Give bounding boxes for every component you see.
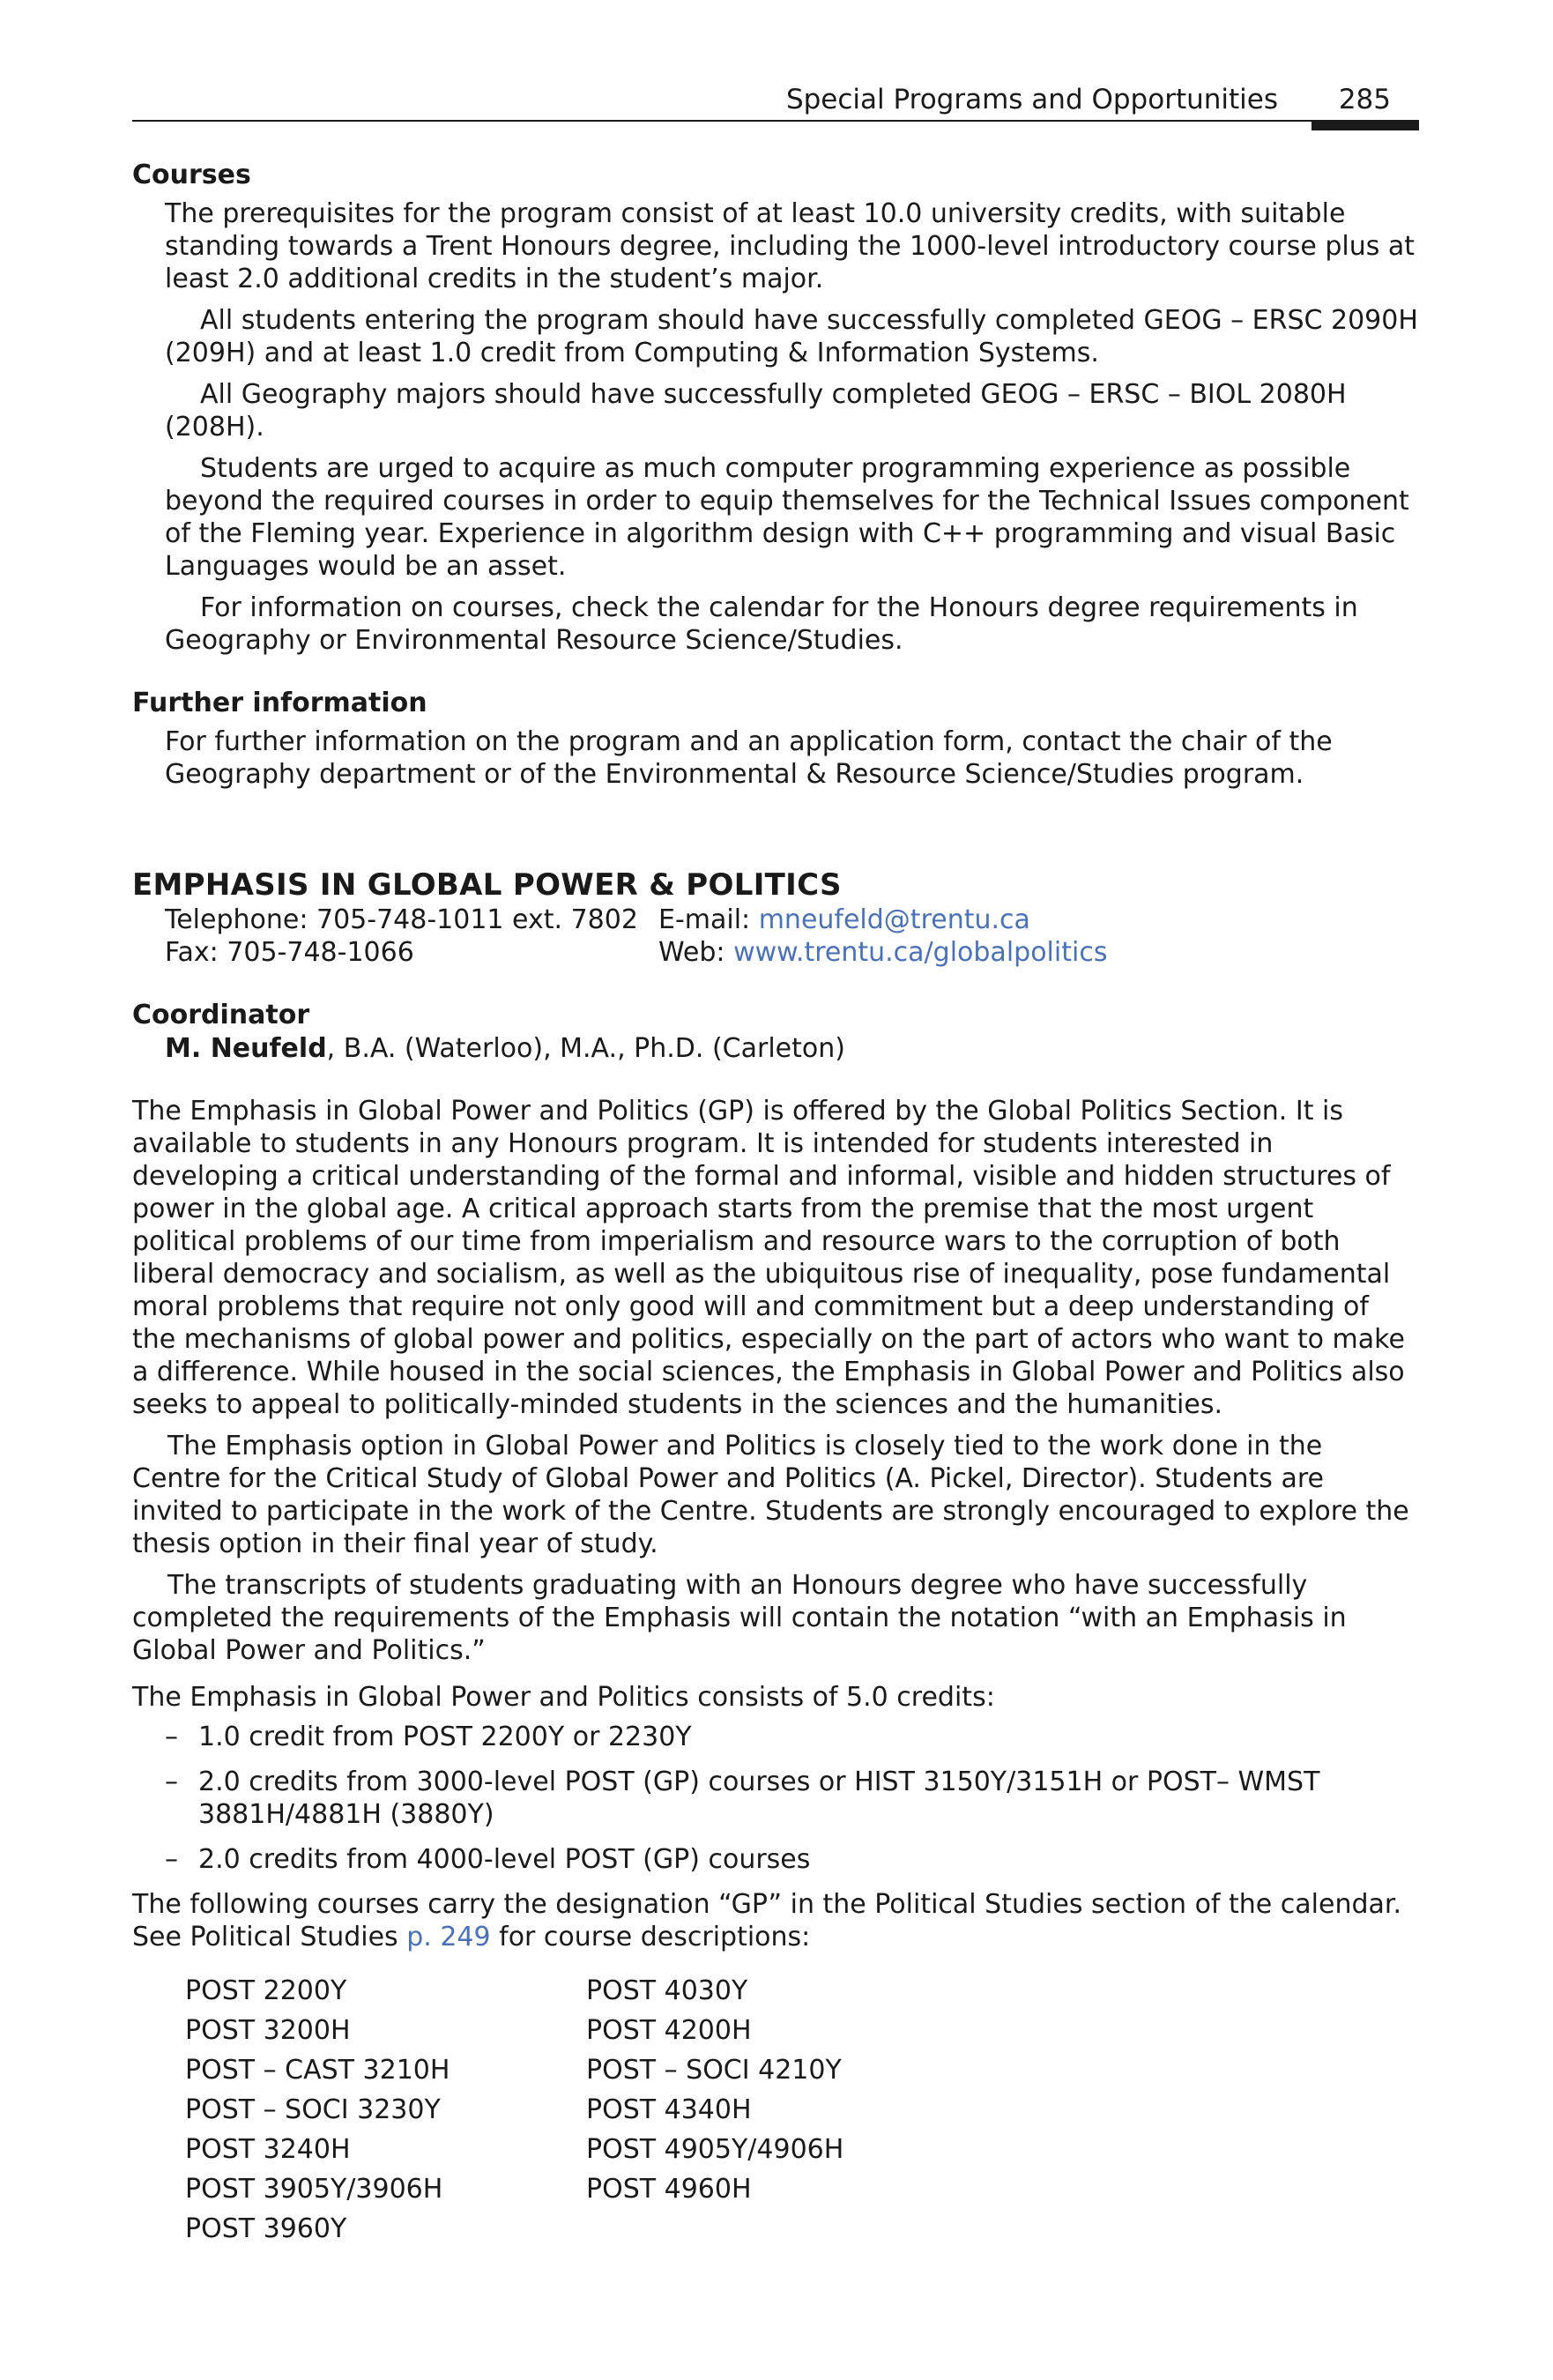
list-item: POST 4960H xyxy=(586,2174,752,2205)
list-item: POST 4200H xyxy=(586,2015,752,2046)
list-item: – 1.0 credit from POST 2200Y or 2230Y xyxy=(165,1722,692,1752)
courses-body xyxy=(165,197,1419,657)
list-item: POST 4030Y xyxy=(586,1975,748,2006)
emphasis-title: EMPHASIS IN GLOBAL POWER & POLITICS xyxy=(132,867,842,903)
header-rule xyxy=(132,120,1419,122)
list-item: POST – SOCI 3230Y xyxy=(185,2094,441,2125)
page-link[interactable]: p. 249 xyxy=(406,1922,491,1952)
further-info-text: For further information on the program and an application form, contact the chair of the Geography department or of the Environmental & Resource Science/Studies program. xyxy=(165,726,1333,790)
further-info-body xyxy=(165,725,1419,791)
courses-heading: Courses xyxy=(132,160,251,190)
emphasis-para-1: The Emphasis in Global Power and Politics (GP) is offered by the Global Politics Section. It is available to students in any Honours program. It is intended for students interested in developing a critical understanding of the formal and informal, visible and hidden structures of power in the global age. A critical approach starts from the premise that the most urgent political problems of our time from imperialism and resource wars to the corruption of both liberal democracy and socialism, as well as the ubiquitous rise of inequality, pose fundamental moral problems that require not only good will and commitment but a deep understanding of the mechanisms of global power and politics, especially on the part of actors who want to make a difference. While housed in the social sciences, the Emphasis in Global Power and Politics also seeks to appeal to politically-minded students in the sciences and the humanities. xyxy=(132,1096,1405,1420)
coordinator-line xyxy=(165,1032,1419,1065)
designation-note: The following courses carry the designation “GP” in the Political Studies section of the calendar. See Political Studies p. 249 for course descriptions: xyxy=(132,1889,1402,1952)
web-link[interactable]: www.trentu.ca/globalpolitics xyxy=(733,937,1108,968)
header-bar xyxy=(1312,122,1419,130)
contact-info xyxy=(165,904,1419,969)
list-item: POST 4340H xyxy=(586,2094,752,2125)
email-link[interactable]: mneufeld@trentu.ca xyxy=(758,904,1030,935)
list-item: POST 3960Y xyxy=(185,2213,347,2244)
list-item: – 2.0 credits from 3000-level POST (GP) courses or HIST 3150Y/3151H or POST– WMST 3881H/4881H (3880Y) xyxy=(165,1766,1320,1830)
running-header xyxy=(132,84,1419,137)
course-column-1 xyxy=(185,1971,586,2249)
list-item: POST 2200Y xyxy=(185,1975,347,2006)
coordinator-credentials: , B.A. (Waterloo), M.A., Ph.D. (Carleton) xyxy=(326,1033,845,1064)
web-line: Web: www.trentu.ca/globalpolitics xyxy=(658,937,1108,968)
courses-para-4: Students are urged to acquire as much computer programming experience as possible beyond the required courses in order to equip themselves for the Technical Issues component of the Fleming year. Experience in algorithm design with C++ programming and visual Basic Languages would be an asset. xyxy=(165,453,1409,582)
page-content xyxy=(132,159,1419,2249)
telephone: Telephone: 705-748-1011 ext. 7802 xyxy=(165,904,638,935)
list-item: POST 3240H xyxy=(185,2134,351,2165)
page-number: 285 xyxy=(1338,84,1391,115)
list-item: – 2.0 credits from 4000-level POST (GP) courses xyxy=(165,1844,811,1875)
emphasis-para-3: The transcripts of students graduating with an Honours degree who have successfully completed the requirements of the Emphasis will contain the notation “with an Emphasis in Global Power and Politics.” xyxy=(132,1570,1347,1666)
list-item: POST – CAST 3210H xyxy=(185,2055,450,2086)
courses-para-1: The prerequisites for the program consist of at least 10.0 university credits, with suitable standing towards a Trent Honours degree, including the 1000-level introductory course plus at least 2.0 additional credits in the student’s major. xyxy=(165,198,1416,294)
list-item: POST – SOCI 4210Y xyxy=(586,2055,842,2086)
fax: Fax: 705-748-1066 xyxy=(165,937,414,968)
coordinator-name: M. Neufeld xyxy=(165,1033,327,1064)
course-column-2 xyxy=(586,1971,939,2249)
further-info-heading: Further information xyxy=(132,688,427,718)
list-item: POST 3905Y/3906H xyxy=(185,2174,443,2205)
email-line: E-mail: mneufeld@trentu.ca xyxy=(658,904,1030,935)
list-item: POST 3200H xyxy=(185,2015,351,2046)
requirements-list xyxy=(132,1721,1419,1876)
courses-para-3: All Geography majors should have successfully completed GEOG – ERSC – BIOL 2080H (208H). xyxy=(165,379,1347,443)
section-title: Special Programs and Opportunities xyxy=(785,84,1278,115)
credits-intro: The Emphasis in Global Power and Politics consists of 5.0 credits: xyxy=(132,1682,995,1713)
courses-para-5: For information on courses, check the calendar for the Honours degree requirements in Geography or Environmental Resource Science/Studies. xyxy=(165,592,1358,656)
coordinator-heading: Coordinator xyxy=(132,1000,310,1030)
emphasis-para-2: The Emphasis option in Global Power and Politics is closely tied to the work done in the Centre for the Critical Study of Global Power and Politics (A. Pickel, Director). Students are invited to participate in the work of the Centre. Students are strongly encouraged to explore the thesis option in their final year of study. xyxy=(132,1431,1409,1559)
courses-para-2: All students entering the program should have successfully completed GEOG – ERSC 2090H (209H) and at least 1.0 credit from Computing & Information Systems. xyxy=(165,305,1418,368)
list-item: POST 4905Y/4906H xyxy=(586,2134,844,2165)
course-list xyxy=(185,1971,1419,2249)
